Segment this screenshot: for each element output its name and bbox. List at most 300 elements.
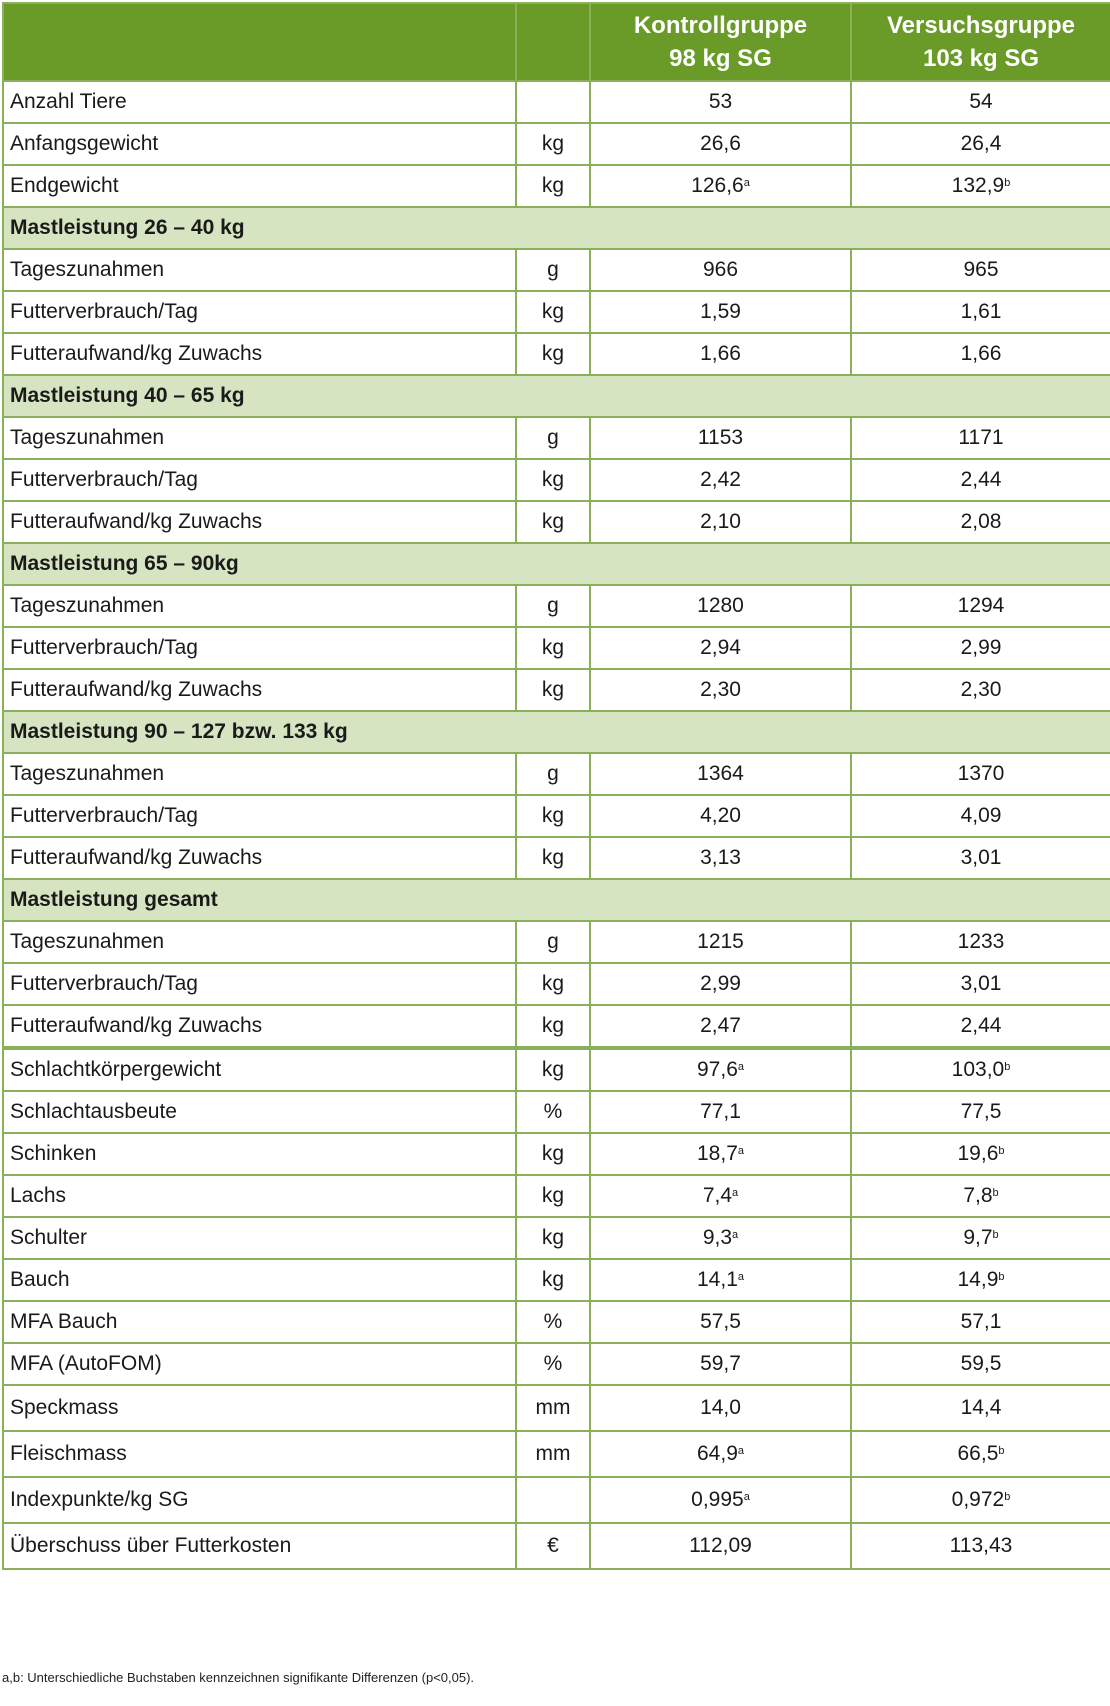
row-unit-text: g bbox=[547, 258, 559, 281]
row-label bbox=[3, 501, 516, 543]
row-label-text: MFA Bauch bbox=[10, 1310, 118, 1333]
table-row bbox=[3, 1385, 1110, 1431]
test-value bbox=[851, 81, 1110, 123]
row-unit bbox=[516, 1301, 590, 1343]
table-row bbox=[3, 123, 1110, 165]
row-unit bbox=[516, 585, 590, 627]
significance-marker: a bbox=[737, 1145, 744, 1157]
control-value-text: 59,7 bbox=[700, 1352, 741, 1375]
table-row bbox=[3, 459, 1110, 501]
header-control-line1: Kontrollgruppe bbox=[633, 12, 808, 39]
control-value bbox=[590, 1091, 851, 1133]
test-value-text: 132,9 bbox=[951, 174, 1005, 197]
row-unit bbox=[516, 1048, 590, 1091]
table-body bbox=[3, 81, 1110, 1569]
row-label-text: Tageszunahmen bbox=[10, 258, 165, 281]
section-row bbox=[3, 879, 1110, 921]
test-value-text: 26,4 bbox=[960, 132, 1002, 155]
control-value bbox=[590, 1217, 851, 1259]
control-value bbox=[590, 417, 851, 459]
section-label: Mastleistung 26 – 40 kg bbox=[3, 207, 1110, 249]
row-unit bbox=[516, 249, 590, 291]
row-unit-text: kg bbox=[541, 972, 565, 995]
control-value bbox=[590, 165, 851, 207]
control-value bbox=[590, 81, 851, 123]
section-row bbox=[3, 711, 1110, 753]
control-value-text: 1,59 bbox=[700, 300, 741, 323]
test-value-text: 1,61 bbox=[960, 300, 1002, 323]
control-value bbox=[590, 501, 851, 543]
row-label-text: Speckmass bbox=[10, 1396, 119, 1419]
control-value bbox=[590, 963, 851, 1005]
row-unit bbox=[516, 501, 590, 543]
significance-marker: b bbox=[1004, 177, 1011, 189]
test-value bbox=[851, 753, 1110, 795]
row-unit bbox=[516, 81, 590, 123]
row-label bbox=[3, 837, 516, 879]
test-value bbox=[851, 669, 1110, 711]
row-unit bbox=[516, 1385, 590, 1431]
row-unit-text: g bbox=[547, 594, 559, 617]
row-label-text: Schulter bbox=[10, 1226, 88, 1249]
row-label bbox=[3, 1259, 516, 1301]
control-value-text: 126,6 bbox=[691, 174, 744, 197]
control-value bbox=[590, 753, 851, 795]
significance-marker: a bbox=[743, 177, 750, 189]
control-value bbox=[590, 459, 851, 501]
row-label bbox=[3, 1091, 516, 1133]
table-row bbox=[3, 795, 1110, 837]
test-value-text: 14,9 bbox=[957, 1268, 999, 1291]
control-value-text: 18,7 bbox=[697, 1142, 738, 1165]
control-value bbox=[590, 585, 851, 627]
control-value-text: 2,94 bbox=[700, 636, 741, 659]
row-unit bbox=[516, 795, 590, 837]
row-label bbox=[3, 795, 516, 837]
table-row bbox=[3, 333, 1110, 375]
footnote: a,b: Unterschiedliche Buchstaben kennzeichnen signifikante Differenzen (p<0,05). bbox=[2, 1670, 475, 1685]
table-row bbox=[3, 1477, 1110, 1523]
control-value bbox=[590, 921, 851, 963]
control-value-text: 112,09 bbox=[689, 1534, 752, 1557]
row-unit-text: % bbox=[543, 1310, 563, 1333]
row-unit bbox=[516, 333, 590, 375]
table-row bbox=[3, 249, 1110, 291]
table-row bbox=[3, 417, 1110, 459]
control-value bbox=[590, 249, 851, 291]
significance-marker: b bbox=[998, 1145, 1005, 1157]
control-value-text: 14,0 bbox=[700, 1396, 741, 1419]
row-label bbox=[3, 333, 516, 375]
test-value-text: 2,44 bbox=[960, 468, 1002, 491]
row-unit-text: mm bbox=[535, 1442, 571, 1465]
row-label-text: Endgewicht bbox=[10, 174, 119, 197]
test-value-text: 103,0 bbox=[951, 1058, 1005, 1081]
control-value-text: 1153 bbox=[697, 426, 744, 449]
control-value bbox=[590, 1431, 851, 1477]
row-label bbox=[3, 669, 516, 711]
test-value bbox=[851, 963, 1110, 1005]
row-label-text: Futteraufwand/kg Zuwachs bbox=[10, 678, 263, 701]
table-header-row bbox=[3, 3, 1110, 81]
test-value-text: 1171 bbox=[958, 426, 1004, 449]
row-unit bbox=[516, 1175, 590, 1217]
row-label-text: Schlachtausbeute bbox=[10, 1100, 177, 1123]
test-value bbox=[851, 1091, 1110, 1133]
row-unit bbox=[516, 1343, 590, 1385]
row-unit-text: g bbox=[547, 426, 559, 449]
row-unit-text: kg bbox=[541, 1226, 565, 1249]
test-value-text: 54 bbox=[969, 90, 993, 113]
row-unit bbox=[516, 1091, 590, 1133]
control-value bbox=[590, 837, 851, 879]
row-unit-text: kg bbox=[541, 678, 565, 701]
test-value-text: 59,5 bbox=[960, 1352, 1002, 1375]
control-value-text: 26,6 bbox=[700, 132, 741, 155]
test-value bbox=[851, 837, 1110, 879]
table-row bbox=[3, 1217, 1110, 1259]
row-label-text: Futterverbrauch/Tag bbox=[10, 468, 198, 491]
row-label bbox=[3, 1133, 516, 1175]
row-label-text: Bauch bbox=[10, 1268, 70, 1291]
row-unit-text: kg bbox=[541, 300, 565, 323]
row-unit-text: % bbox=[543, 1100, 563, 1123]
test-value-text: 2,08 bbox=[960, 510, 1002, 533]
test-value bbox=[851, 1259, 1110, 1301]
row-label bbox=[3, 291, 516, 333]
row-unit-text: kg bbox=[541, 132, 565, 155]
row-unit-text: kg bbox=[541, 468, 565, 491]
test-value-text: 113,43 bbox=[949, 1534, 1013, 1557]
table-row bbox=[3, 1523, 1110, 1569]
row-label bbox=[3, 753, 516, 795]
row-unit-text: kg bbox=[541, 174, 565, 197]
control-value bbox=[590, 1523, 851, 1569]
table-row bbox=[3, 1048, 1110, 1091]
row-unit bbox=[516, 627, 590, 669]
row-unit-text: g bbox=[547, 930, 559, 953]
control-value-text: 14,1 bbox=[697, 1268, 738, 1291]
significance-marker: b bbox=[1004, 1061, 1011, 1073]
control-value bbox=[590, 1048, 851, 1091]
test-value-text: 2,30 bbox=[960, 678, 1002, 701]
row-unit-text: kg bbox=[541, 1184, 565, 1207]
test-value bbox=[851, 1175, 1110, 1217]
row-label bbox=[3, 1385, 516, 1431]
row-unit-text: kg bbox=[541, 1014, 565, 1037]
section-label: Mastleistung 90 – 127 bzw. 133 kg bbox=[3, 711, 1110, 753]
row-label bbox=[3, 1343, 516, 1385]
table-row bbox=[3, 1431, 1110, 1477]
header-empty-label bbox=[3, 3, 516, 81]
test-value-text: 1,66 bbox=[960, 342, 1002, 365]
row-label bbox=[3, 1175, 516, 1217]
table-row bbox=[3, 963, 1110, 1005]
row-label-text: Tageszunahmen bbox=[10, 930, 165, 953]
test-value bbox=[851, 1005, 1110, 1048]
test-value bbox=[851, 501, 1110, 543]
test-value-text: 1233 bbox=[957, 930, 1005, 953]
control-value-text: 1,66 bbox=[700, 342, 741, 365]
significance-marker: b bbox=[992, 1229, 999, 1241]
row-unit bbox=[516, 921, 590, 963]
row-unit bbox=[516, 669, 590, 711]
significance-marker: a bbox=[732, 1187, 739, 1199]
control-value-text: 4,20 bbox=[700, 804, 741, 827]
header-test-line1: Versuchsgruppe bbox=[886, 12, 1076, 39]
test-value-text: 965 bbox=[963, 258, 999, 281]
row-unit-text: kg bbox=[541, 342, 565, 365]
control-value-text: 2,42 bbox=[700, 468, 741, 491]
row-label bbox=[3, 123, 516, 165]
header-test-group bbox=[851, 3, 1110, 81]
table-row bbox=[3, 585, 1110, 627]
test-value bbox=[851, 1431, 1110, 1477]
header-control-line2: 98 kg SG bbox=[669, 45, 772, 72]
control-value-text: 57,5 bbox=[700, 1310, 741, 1333]
control-value-text: 1364 bbox=[697, 762, 744, 785]
significance-marker: a bbox=[743, 1491, 750, 1503]
row-unit-text: kg bbox=[541, 804, 565, 827]
row-label-text: Futteraufwand/kg Zuwachs bbox=[10, 1014, 263, 1037]
control-value-text: 53 bbox=[708, 90, 733, 113]
significance-marker: b bbox=[998, 1445, 1005, 1457]
row-label-text: Futteraufwand/kg Zuwachs bbox=[10, 342, 263, 365]
row-label bbox=[3, 249, 516, 291]
test-value bbox=[851, 921, 1110, 963]
row-unit bbox=[516, 1477, 590, 1523]
table-row bbox=[3, 669, 1110, 711]
control-value bbox=[590, 1259, 851, 1301]
section-row bbox=[3, 207, 1110, 249]
table-row bbox=[3, 837, 1110, 879]
table-row bbox=[3, 753, 1110, 795]
row-label bbox=[3, 963, 516, 1005]
header-test-line2: 103 kg SG bbox=[922, 45, 1040, 72]
control-value-text: 1215 bbox=[697, 930, 744, 953]
control-value-text: 97,6 bbox=[697, 1058, 738, 1081]
control-value-text: 2,99 bbox=[700, 972, 741, 995]
table-row bbox=[3, 1259, 1110, 1301]
row-unit bbox=[516, 1523, 590, 1569]
row-unit bbox=[516, 165, 590, 207]
test-value bbox=[851, 249, 1110, 291]
control-value-text: 2,47 bbox=[700, 1014, 741, 1037]
significance-marker: b bbox=[1004, 1491, 1011, 1503]
control-value bbox=[590, 1385, 851, 1431]
test-value bbox=[851, 585, 1110, 627]
test-value-text: 77,5 bbox=[960, 1100, 1002, 1123]
row-label bbox=[3, 627, 516, 669]
row-label bbox=[3, 585, 516, 627]
table-row bbox=[3, 1301, 1110, 1343]
table-row bbox=[3, 1133, 1110, 1175]
section-row bbox=[3, 375, 1110, 417]
row-label-text: Lachs bbox=[10, 1184, 67, 1207]
row-label-text: Futterverbrauch/Tag bbox=[10, 300, 198, 323]
test-value-text: 0,972 bbox=[951, 1488, 1005, 1511]
row-label-text: Fleischmass bbox=[10, 1442, 127, 1465]
row-label bbox=[3, 417, 516, 459]
row-unit bbox=[516, 753, 590, 795]
control-value bbox=[590, 333, 851, 375]
row-label-text: Tageszunahmen bbox=[10, 426, 165, 449]
row-label bbox=[3, 1217, 516, 1259]
row-unit-text: mm bbox=[535, 1396, 571, 1419]
test-value-text: 3,01 bbox=[960, 846, 1002, 869]
table-row bbox=[3, 291, 1110, 333]
control-value-text: 966 bbox=[702, 258, 739, 281]
control-value-text: 7,4 bbox=[702, 1184, 733, 1207]
row-label-text: Futterverbrauch/Tag bbox=[10, 636, 198, 659]
control-value bbox=[590, 1477, 851, 1523]
row-label bbox=[3, 1431, 516, 1477]
control-value bbox=[590, 669, 851, 711]
row-unit bbox=[516, 291, 590, 333]
row-label-text: Tageszunahmen bbox=[10, 762, 165, 785]
row-label-text: MFA (AutoFOM) bbox=[10, 1352, 162, 1375]
row-label-text: Futteraufwand/kg Zuwachs bbox=[10, 510, 263, 533]
row-unit-text: kg bbox=[541, 510, 565, 533]
row-unit-text: kg bbox=[541, 1058, 565, 1081]
row-label-text: Futterverbrauch/Tag bbox=[10, 972, 198, 995]
test-value-text: 1294 bbox=[957, 594, 1005, 617]
test-value bbox=[851, 1048, 1110, 1091]
row-label bbox=[3, 1523, 516, 1569]
test-value-text: 66,5 bbox=[957, 1442, 999, 1465]
test-value-text: 1370 bbox=[957, 762, 1005, 785]
row-label-text: Tageszunahmen bbox=[10, 594, 165, 617]
row-label bbox=[3, 1477, 516, 1523]
table-row bbox=[3, 921, 1110, 963]
control-value-text: 0,995 bbox=[691, 1488, 744, 1511]
control-value bbox=[590, 1175, 851, 1217]
results-table bbox=[2, 2, 1110, 1570]
row-label-text: Überschuss über Futterkosten bbox=[10, 1534, 292, 1557]
row-label bbox=[3, 1005, 516, 1048]
section-label: Mastleistung 65 – 90kg bbox=[3, 543, 1110, 585]
test-value bbox=[851, 1477, 1110, 1523]
significance-marker: b bbox=[998, 1271, 1005, 1283]
row-unit bbox=[516, 837, 590, 879]
row-label bbox=[3, 1048, 516, 1091]
row-unit bbox=[516, 963, 590, 1005]
row-unit-text: kg bbox=[541, 1268, 565, 1291]
test-value bbox=[851, 333, 1110, 375]
control-value-text: 2,10 bbox=[700, 510, 741, 533]
test-value-text: 4,09 bbox=[960, 804, 1002, 827]
table-row bbox=[3, 1005, 1110, 1048]
test-value-text: 2,44 bbox=[960, 1014, 1002, 1037]
row-label-text: Anfangsgewicht bbox=[10, 132, 159, 155]
test-value-text: 19,6 bbox=[957, 1142, 999, 1165]
row-label-text: Indexpunkte/kg SG bbox=[10, 1488, 189, 1511]
control-value-text: 1280 bbox=[697, 594, 744, 617]
control-value bbox=[590, 627, 851, 669]
control-value bbox=[590, 795, 851, 837]
test-value-text: 9,7 bbox=[963, 1226, 993, 1249]
row-unit-text: g bbox=[547, 762, 559, 785]
control-value-text: 3,13 bbox=[700, 846, 741, 869]
test-value bbox=[851, 1523, 1110, 1569]
row-unit bbox=[516, 1005, 590, 1048]
test-value-text: 3,01 bbox=[960, 972, 1002, 995]
row-label bbox=[3, 165, 516, 207]
row-unit bbox=[516, 1431, 590, 1477]
table-row bbox=[3, 81, 1110, 123]
table-row bbox=[3, 1343, 1110, 1385]
row-label-text: Schlachtkörpergewicht bbox=[10, 1058, 222, 1081]
table-row bbox=[3, 501, 1110, 543]
control-value bbox=[590, 1301, 851, 1343]
table-row bbox=[3, 1091, 1110, 1133]
row-unit bbox=[516, 1133, 590, 1175]
test-value-text: 14,4 bbox=[960, 1396, 1002, 1419]
significance-marker: a bbox=[737, 1445, 744, 1457]
row-label-text: Schinken bbox=[10, 1142, 97, 1165]
significance-marker: b bbox=[992, 1187, 999, 1199]
row-unit-text: kg bbox=[541, 846, 565, 869]
test-value bbox=[851, 1133, 1110, 1175]
row-unit bbox=[516, 1259, 590, 1301]
row-unit bbox=[516, 459, 590, 501]
test-value bbox=[851, 795, 1110, 837]
row-label bbox=[3, 1301, 516, 1343]
test-value-text: 2,99 bbox=[960, 636, 1002, 659]
section-row bbox=[3, 543, 1110, 585]
section-label: Mastleistung gesamt bbox=[3, 879, 1110, 921]
significance-marker: a bbox=[732, 1229, 739, 1241]
row-unit bbox=[516, 1217, 590, 1259]
section-label: Mastleistung 40 – 65 kg bbox=[3, 375, 1110, 417]
test-value bbox=[851, 1217, 1110, 1259]
row-label bbox=[3, 921, 516, 963]
row-label bbox=[3, 459, 516, 501]
control-value bbox=[590, 1343, 851, 1385]
test-value bbox=[851, 459, 1110, 501]
test-value bbox=[851, 165, 1110, 207]
table-row bbox=[3, 1175, 1110, 1217]
row-unit-text: % bbox=[543, 1352, 563, 1375]
test-value bbox=[851, 1343, 1110, 1385]
row-unit-text: kg bbox=[541, 1142, 565, 1165]
test-value bbox=[851, 627, 1110, 669]
test-value bbox=[851, 123, 1110, 165]
control-value-text: 64,9 bbox=[697, 1442, 738, 1465]
row-label-text: Futteraufwand/kg Zuwachs bbox=[10, 846, 263, 869]
control-value-text: 2,30 bbox=[700, 678, 741, 701]
row-unit bbox=[516, 123, 590, 165]
table-row bbox=[3, 165, 1110, 207]
control-value bbox=[590, 1133, 851, 1175]
control-value bbox=[590, 291, 851, 333]
row-unit-text: € bbox=[547, 1534, 559, 1557]
row-label bbox=[3, 81, 516, 123]
header-empty-unit bbox=[516, 3, 590, 81]
test-value-text: 7,8 bbox=[963, 1184, 993, 1207]
test-value bbox=[851, 1385, 1110, 1431]
control-value bbox=[590, 123, 851, 165]
control-value bbox=[590, 1005, 851, 1048]
control-value-text: 77,1 bbox=[700, 1100, 741, 1123]
control-value-text: 9,3 bbox=[702, 1226, 733, 1249]
table-row bbox=[3, 627, 1110, 669]
test-value bbox=[851, 417, 1110, 459]
row-label-text: Futterverbrauch/Tag bbox=[10, 804, 198, 827]
test-value bbox=[851, 291, 1110, 333]
header-control-group bbox=[590, 3, 851, 81]
significance-marker: a bbox=[737, 1271, 744, 1283]
